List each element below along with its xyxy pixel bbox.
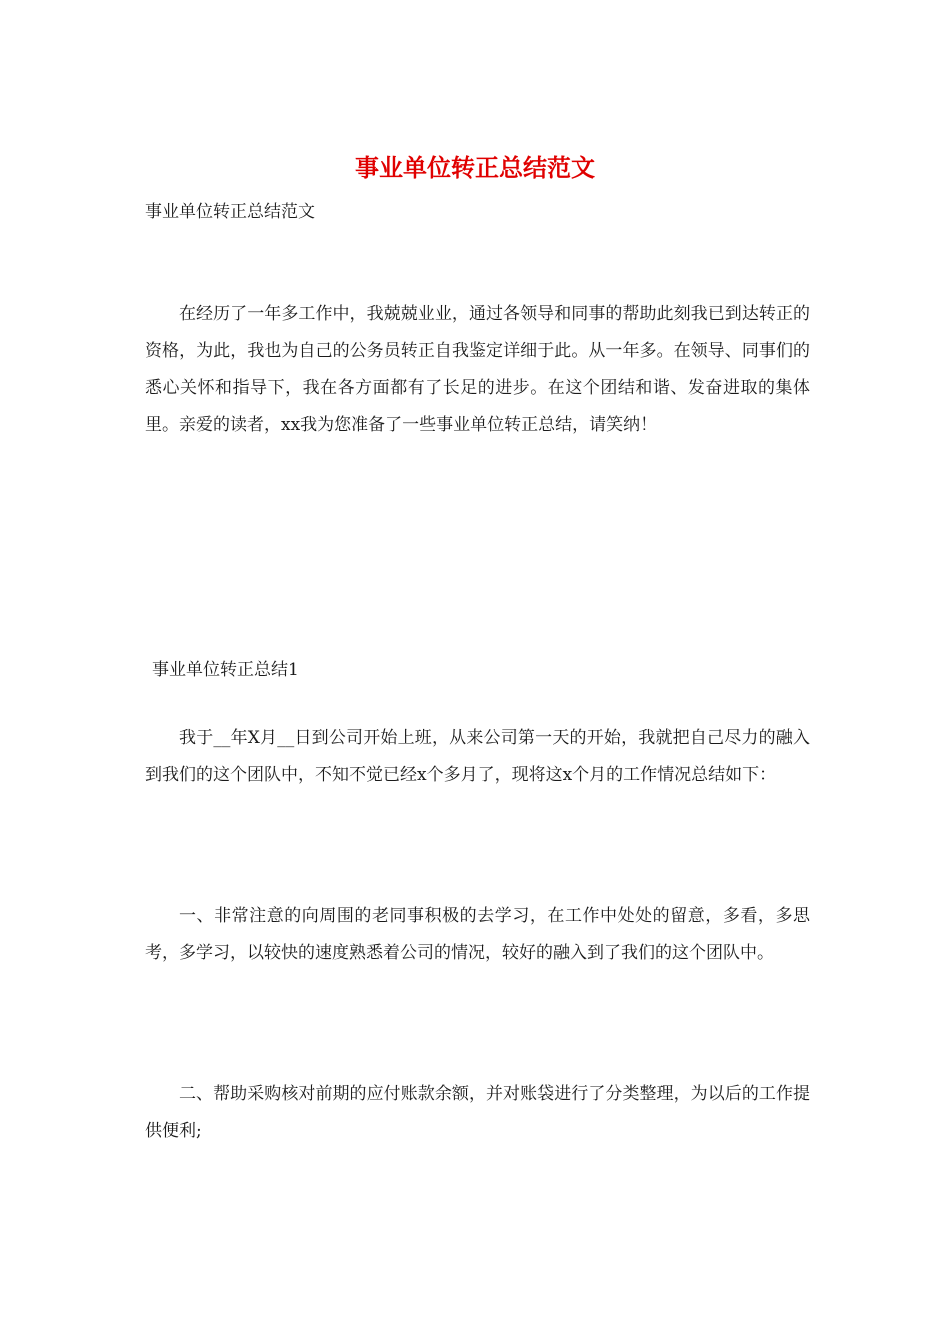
intro-paragraph: 在经历了一年多工作中，我兢兢业业，通过各领导和同事的帮助此刻我已到达转正的资格，为此，我也为自己的公务员转正自我鉴定详细于此。从一年多。在领导、同事们的悉心关怀和指导下，我在各方面都有了长足的进步。在这个团结和谐、发奋进取的集体里。亲爱的读者，xx我为您准备了一些事业单位转正总结，请笑纳！ xyxy=(145,304,810,435)
item-2-paragraph: 二、帮助采购核对前期的应付账款余额，并对账袋进行了分类整理，为以后的工作提供便利; xyxy=(145,1084,810,1141)
document-subtitle: 事业单位转正总结范文 xyxy=(145,202,315,222)
item-1-paragraph: 一、非常注意的向周围的老同事积极的去学习，在工作中处处的留意，多看，多思考，多学习，以较快的速度熟悉着公司的情况，较好的融入到了我们的这个团队中。 xyxy=(145,906,810,963)
document-title: 事业单位转正总结范文 xyxy=(355,153,595,182)
section-heading: 事业单位转正总结1 xyxy=(152,660,299,680)
start-paragraph: 我于__年X月__日到公司开始上班，从来公司第一天的开始，我就把自己尽力的融入到我们的这个团队中，不知不觉已经x个多月了，现将这x个月的工作情况总结如下： xyxy=(145,728,810,785)
